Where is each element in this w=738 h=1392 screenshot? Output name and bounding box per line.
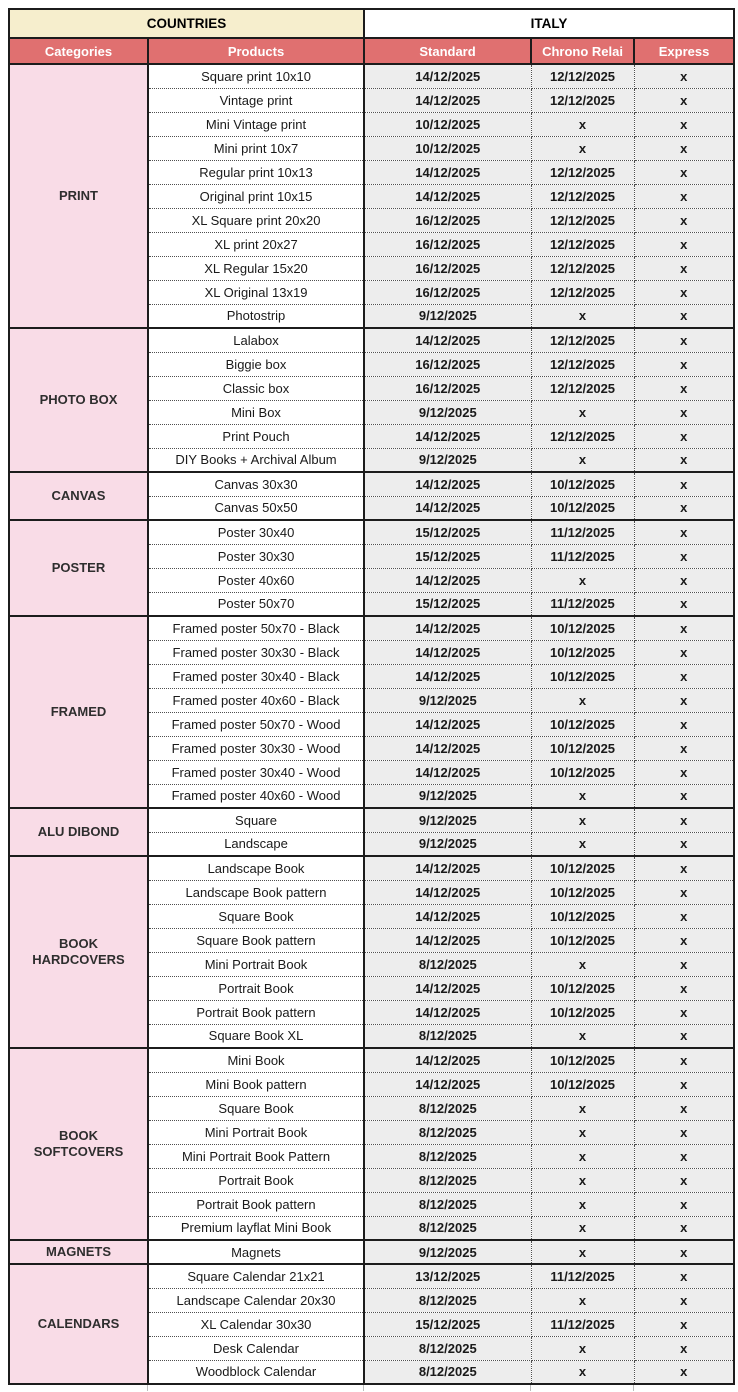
standard-cell: 14/12/2025 <box>364 424 531 448</box>
standard-cell: 9/12/2025 <box>364 448 531 472</box>
category-cell: BOOK HARDCOVERS <box>9 856 148 1048</box>
chrono-relai-cell: 12/12/2025 <box>531 232 634 256</box>
chrono-relai-cell: x <box>531 304 634 328</box>
chrono-relai-cell: 10/12/2025 <box>531 472 634 496</box>
standard-cell: 14/12/2025 <box>364 568 531 592</box>
category-cell: BOOK SOFTCOVERS <box>9 1048 148 1240</box>
express-cell: x <box>634 736 734 760</box>
product-cell: Framed poster 30x30 - Wood <box>148 736 364 760</box>
standard-cell: 8/12/2025 <box>364 1192 531 1216</box>
col-header-express: Express <box>634 38 734 64</box>
express-cell: x <box>634 904 734 928</box>
table-row <box>9 616 734 640</box>
express-cell: x <box>634 952 734 976</box>
chrono-relai-cell: x <box>531 808 634 832</box>
product-cell: Landscape Book <box>148 856 364 880</box>
express-cell: x <box>634 712 734 736</box>
chrono-relai-cell: 10/12/2025 <box>531 1072 634 1096</box>
table-body <box>9 64 734 1384</box>
standard-cell: 16/12/2025 <box>364 208 531 232</box>
express-cell: x <box>634 1360 734 1384</box>
express-cell: x <box>634 520 734 544</box>
express-cell: x <box>634 976 734 1000</box>
express-cell: x <box>634 280 734 304</box>
product-cell: Mini Portrait Book <box>148 952 364 976</box>
standard-cell: 9/12/2025 <box>364 688 531 712</box>
express-cell: x <box>634 1216 734 1240</box>
product-cell: Portrait Book pattern <box>148 1192 364 1216</box>
standard-cell: 9/12/2025 <box>364 304 531 328</box>
product-cell: XL Calendar 30x30 <box>148 1312 364 1336</box>
table-row <box>9 1264 734 1288</box>
standard-cell: 14/12/2025 <box>364 904 531 928</box>
chrono-relai-cell: 10/12/2025 <box>531 1000 634 1024</box>
product-cell: XL Square print 20x20 <box>148 208 364 232</box>
standard-cell: 14/12/2025 <box>364 616 531 640</box>
chrono-relai-cell: x <box>531 1240 634 1264</box>
standard-cell: 8/12/2025 <box>364 1288 531 1312</box>
express-cell: x <box>634 616 734 640</box>
col-header-categories: Categories <box>9 38 148 64</box>
standard-cell: 14/12/2025 <box>364 160 531 184</box>
express-cell: x <box>634 88 734 112</box>
express-cell: x <box>634 640 734 664</box>
express-cell: x <box>634 160 734 184</box>
chrono-relai-cell: x <box>531 112 634 136</box>
chrono-relai-cell: 12/12/2025 <box>531 160 634 184</box>
standard-cell: 14/12/2025 <box>364 928 531 952</box>
category-cell: MAGNETS <box>9 1240 148 1264</box>
chrono-relai-cell: 12/12/2025 <box>531 376 634 400</box>
product-cell: Landscape Book pattern <box>148 880 364 904</box>
table-row <box>9 856 734 880</box>
standard-cell: 14/12/2025 <box>364 640 531 664</box>
chrono-relai-cell: x <box>531 1288 634 1312</box>
product-cell: Framed poster 30x30 - Black <box>148 640 364 664</box>
standard-cell: 9/12/2025 <box>364 400 531 424</box>
chrono-relai-cell: x <box>531 952 634 976</box>
category-cell: CALENDARS <box>9 1264 148 1384</box>
col-header-products: Products <box>148 38 364 64</box>
product-cell: Woodblock Calendar <box>148 1360 364 1384</box>
chrono-relai-cell: x <box>531 1360 634 1384</box>
express-cell: x <box>634 376 734 400</box>
chrono-relai-cell: x <box>531 1096 634 1120</box>
product-cell: Poster 40x60 <box>148 568 364 592</box>
chrono-relai-cell: 11/12/2025 <box>531 520 634 544</box>
product-cell: XL print 20x27 <box>148 232 364 256</box>
chrono-relai-cell: 11/12/2025 <box>531 592 634 616</box>
express-cell: x <box>634 1192 734 1216</box>
chrono-relai-cell: 12/12/2025 <box>531 328 634 352</box>
table-row <box>9 472 734 496</box>
express-cell: x <box>634 1168 734 1192</box>
express-cell: x <box>634 184 734 208</box>
product-cell: Vintage print <box>148 88 364 112</box>
product-cell: Premium layflat Mini Book <box>148 1216 364 1240</box>
express-cell: x <box>634 568 734 592</box>
banner-row <box>9 9 734 38</box>
express-cell: x <box>634 832 734 856</box>
col-header-chrono-relai: Chrono Relai <box>531 38 634 64</box>
product-cell: Framed poster 40x60 - Black <box>148 688 364 712</box>
standard-cell: 14/12/2025 <box>364 88 531 112</box>
product-cell: Square Calendar 21x21 <box>148 1264 364 1288</box>
standard-cell: 14/12/2025 <box>364 472 531 496</box>
product-cell: Framed poster 30x40 - Black <box>148 664 364 688</box>
product-cell: Square Book <box>148 904 364 928</box>
chrono-relai-cell: 11/12/2025 <box>531 1264 634 1288</box>
product-cell: Framed poster 50x70 - Black <box>148 616 364 640</box>
express-cell: x <box>634 880 734 904</box>
product-cell: Square Book <box>148 1096 364 1120</box>
chrono-relai-cell: 10/12/2025 <box>531 880 634 904</box>
standard-cell: 16/12/2025 <box>364 352 531 376</box>
product-cell: Mini Portrait Book <box>148 1120 364 1144</box>
product-cell: Regular print 10x13 <box>148 160 364 184</box>
table-row <box>9 808 734 832</box>
standard-cell: 14/12/2025 <box>364 496 531 520</box>
standard-cell: 14/12/2025 <box>364 976 531 1000</box>
product-cell: Framed poster 50x70 - Wood <box>148 712 364 736</box>
express-cell: x <box>634 424 734 448</box>
product-cell: Framed poster 30x40 - Wood <box>148 760 364 784</box>
category-cell: ALU DIBOND <box>9 808 148 856</box>
chrono-relai-cell: x <box>531 784 634 808</box>
standard-cell: 9/12/2025 <box>364 1240 531 1264</box>
chrono-relai-cell: x <box>531 1168 634 1192</box>
product-cell: Mini Book <box>148 1048 364 1072</box>
standard-cell: 15/12/2025 <box>364 544 531 568</box>
product-cell: XL Original 13x19 <box>148 280 364 304</box>
express-cell: x <box>634 928 734 952</box>
product-cell: XL Regular 15x20 <box>148 256 364 280</box>
express-cell: x <box>634 1096 734 1120</box>
standard-cell: 8/12/2025 <box>364 952 531 976</box>
express-cell: x <box>634 544 734 568</box>
chrono-relai-cell: x <box>531 568 634 592</box>
chrono-relai-cell: x <box>531 1024 634 1048</box>
express-cell: x <box>634 1144 734 1168</box>
standard-cell: 14/12/2025 <box>364 1000 531 1024</box>
countries-header: COUNTRIES <box>9 9 364 38</box>
chrono-relai-cell: 10/12/2025 <box>531 904 634 928</box>
standard-cell: 8/12/2025 <box>364 1216 531 1240</box>
standard-cell: 8/12/2025 <box>364 1168 531 1192</box>
product-cell: Poster 50x70 <box>148 592 364 616</box>
product-cell: Poster 30x30 <box>148 544 364 568</box>
standard-cell: 14/12/2025 <box>364 880 531 904</box>
express-cell: x <box>634 112 734 136</box>
express-cell: x <box>634 808 734 832</box>
product-cell: Canvas 50x50 <box>148 496 364 520</box>
table-row <box>9 328 734 352</box>
product-cell: Desk Calendar <box>148 1336 364 1360</box>
express-cell: x <box>634 1240 734 1264</box>
product-cell: Framed poster 40x60 - Wood <box>148 784 364 808</box>
product-cell: Original print 10x15 <box>148 184 364 208</box>
standard-cell: 8/12/2025 <box>364 1024 531 1048</box>
product-cell: Landscape Calendar 20x30 <box>148 1288 364 1312</box>
product-cell: Print Pouch <box>148 424 364 448</box>
product-cell: Mini print 10x7 <box>148 136 364 160</box>
standard-cell: 14/12/2025 <box>364 64 531 88</box>
category-cell: CANVAS <box>9 472 148 520</box>
product-cell: Square <box>148 808 364 832</box>
product-cell: Classic box <box>148 376 364 400</box>
standard-cell: 14/12/2025 <box>364 856 531 880</box>
standard-cell: 15/12/2025 <box>364 1312 531 1336</box>
product-cell: Canvas 30x30 <box>148 472 364 496</box>
chrono-relai-cell: x <box>531 400 634 424</box>
express-cell: x <box>634 1288 734 1312</box>
product-cell: DIY Books + Archival Album <box>148 448 364 472</box>
express-cell: x <box>634 352 734 376</box>
express-cell: x <box>634 208 734 232</box>
chrono-relai-cell: 10/12/2025 <box>531 712 634 736</box>
express-cell: x <box>634 496 734 520</box>
standard-cell: 15/12/2025 <box>364 520 531 544</box>
chrono-relai-cell: 10/12/2025 <box>531 736 634 760</box>
product-cell: Poster 30x40 <box>148 520 364 544</box>
express-cell: x <box>634 1120 734 1144</box>
col-header-standard: Standard <box>364 38 531 64</box>
country-header: ITALY <box>364 9 734 38</box>
standard-cell: 14/12/2025 <box>364 712 531 736</box>
standard-cell: 9/12/2025 <box>364 832 531 856</box>
express-cell: x <box>634 1072 734 1096</box>
shipping-deadlines-table <box>8 8 735 1385</box>
express-cell: x <box>634 136 734 160</box>
product-cell: Photostrip <box>148 304 364 328</box>
chrono-relai-cell: 10/12/2025 <box>531 640 634 664</box>
express-cell: x <box>634 1048 734 1072</box>
standard-cell: 15/12/2025 <box>364 592 531 616</box>
chrono-relai-cell: x <box>531 1336 634 1360</box>
express-cell: x <box>634 400 734 424</box>
product-cell: Square Book pattern <box>148 928 364 952</box>
standard-cell: 14/12/2025 <box>364 328 531 352</box>
product-cell: Mini Book pattern <box>148 1072 364 1096</box>
product-cell: Portrait Book pattern <box>148 1000 364 1024</box>
column-header-row <box>9 38 734 64</box>
express-cell: x <box>634 688 734 712</box>
chrono-relai-cell: x <box>531 448 634 472</box>
standard-cell: 8/12/2025 <box>364 1336 531 1360</box>
standard-cell: 14/12/2025 <box>364 736 531 760</box>
chrono-relai-cell: 12/12/2025 <box>531 64 634 88</box>
category-cell: PRINT <box>9 64 148 328</box>
standard-cell: 8/12/2025 <box>364 1144 531 1168</box>
chrono-relai-cell: 11/12/2025 <box>531 1312 634 1336</box>
express-cell: x <box>634 304 734 328</box>
standard-cell: 16/12/2025 <box>364 232 531 256</box>
standard-cell: 16/12/2025 <box>364 376 531 400</box>
chrono-relai-cell: 12/12/2025 <box>531 184 634 208</box>
chrono-relai-cell: x <box>531 1192 634 1216</box>
standard-cell: 10/12/2025 <box>364 136 531 160</box>
chrono-relai-cell: 10/12/2025 <box>531 496 634 520</box>
standard-cell: 14/12/2025 <box>364 1072 531 1096</box>
express-cell: x <box>634 664 734 688</box>
chrono-relai-cell: x <box>531 1144 634 1168</box>
chrono-relai-cell: 10/12/2025 <box>531 664 634 688</box>
chrono-relai-cell: 10/12/2025 <box>531 928 634 952</box>
standard-cell: 8/12/2025 <box>364 1096 531 1120</box>
express-cell: x <box>634 592 734 616</box>
express-cell: x <box>634 472 734 496</box>
chrono-relai-cell: x <box>531 136 634 160</box>
chrono-relai-cell: x <box>531 1216 634 1240</box>
product-cell: Mini Box <box>148 400 364 424</box>
product-cell: Lalabox <box>148 328 364 352</box>
standard-cell: 16/12/2025 <box>364 256 531 280</box>
express-cell: x <box>634 1336 734 1360</box>
category-cell: PHOTO BOX <box>9 328 148 472</box>
category-cell: POSTER <box>9 520 148 616</box>
standard-cell: 14/12/2025 <box>364 760 531 784</box>
table-row <box>9 520 734 544</box>
express-cell: x <box>634 784 734 808</box>
standard-cell: 16/12/2025 <box>364 280 531 304</box>
chrono-relai-cell: x <box>531 1120 634 1144</box>
table-row <box>9 64 734 88</box>
category-cell: FRAMED <box>9 616 148 808</box>
product-cell: Square Book XL <box>148 1024 364 1048</box>
chrono-relai-cell: 10/12/2025 <box>531 976 634 1000</box>
express-cell: x <box>634 856 734 880</box>
standard-cell: 14/12/2025 <box>364 1048 531 1072</box>
chrono-relai-cell: 12/12/2025 <box>531 256 634 280</box>
chrono-relai-cell: 12/12/2025 <box>531 208 634 232</box>
chrono-relai-cell: 12/12/2025 <box>531 280 634 304</box>
chrono-relai-cell: 10/12/2025 <box>531 760 634 784</box>
express-cell: x <box>634 760 734 784</box>
express-cell: x <box>634 1024 734 1048</box>
chrono-relai-cell: 12/12/2025 <box>531 424 634 448</box>
product-cell: Landscape <box>148 832 364 856</box>
express-cell: x <box>634 256 734 280</box>
product-cell: Magnets <box>148 1240 364 1264</box>
product-cell: Biggie box <box>148 352 364 376</box>
express-cell: x <box>634 448 734 472</box>
standard-cell: 14/12/2025 <box>364 184 531 208</box>
table-row <box>9 1240 734 1264</box>
product-cell: Mini Portrait Book Pattern <box>148 1144 364 1168</box>
chrono-relai-cell: x <box>531 688 634 712</box>
standard-cell: 10/12/2025 <box>364 112 531 136</box>
express-cell: x <box>634 232 734 256</box>
chrono-relai-cell: x <box>531 832 634 856</box>
standard-cell: 13/12/2025 <box>364 1264 531 1288</box>
express-cell: x <box>634 1000 734 1024</box>
express-cell: x <box>634 1312 734 1336</box>
express-cell: x <box>634 64 734 88</box>
chrono-relai-cell: 10/12/2025 <box>531 616 634 640</box>
table-row <box>9 1048 734 1072</box>
product-cell: Portrait Book <box>148 976 364 1000</box>
express-cell: x <box>634 1264 734 1288</box>
standard-cell: 8/12/2025 <box>364 1360 531 1384</box>
express-cell: x <box>634 328 734 352</box>
standard-cell: 9/12/2025 <box>364 808 531 832</box>
chrono-relai-cell: 10/12/2025 <box>531 1048 634 1072</box>
standard-cell: 14/12/2025 <box>364 664 531 688</box>
product-cell: Portrait Book <box>148 1168 364 1192</box>
chrono-relai-cell: 12/12/2025 <box>531 88 634 112</box>
standard-cell: 8/12/2025 <box>364 1120 531 1144</box>
product-cell: Mini Vintage print <box>148 112 364 136</box>
standard-cell: 9/12/2025 <box>364 784 531 808</box>
chrono-relai-cell: 10/12/2025 <box>531 856 634 880</box>
chrono-relai-cell: 11/12/2025 <box>531 544 634 568</box>
cutoff-row-fragment <box>8 1385 733 1391</box>
product-cell: Square print 10x10 <box>148 64 364 88</box>
chrono-relai-cell: 12/12/2025 <box>531 352 634 376</box>
